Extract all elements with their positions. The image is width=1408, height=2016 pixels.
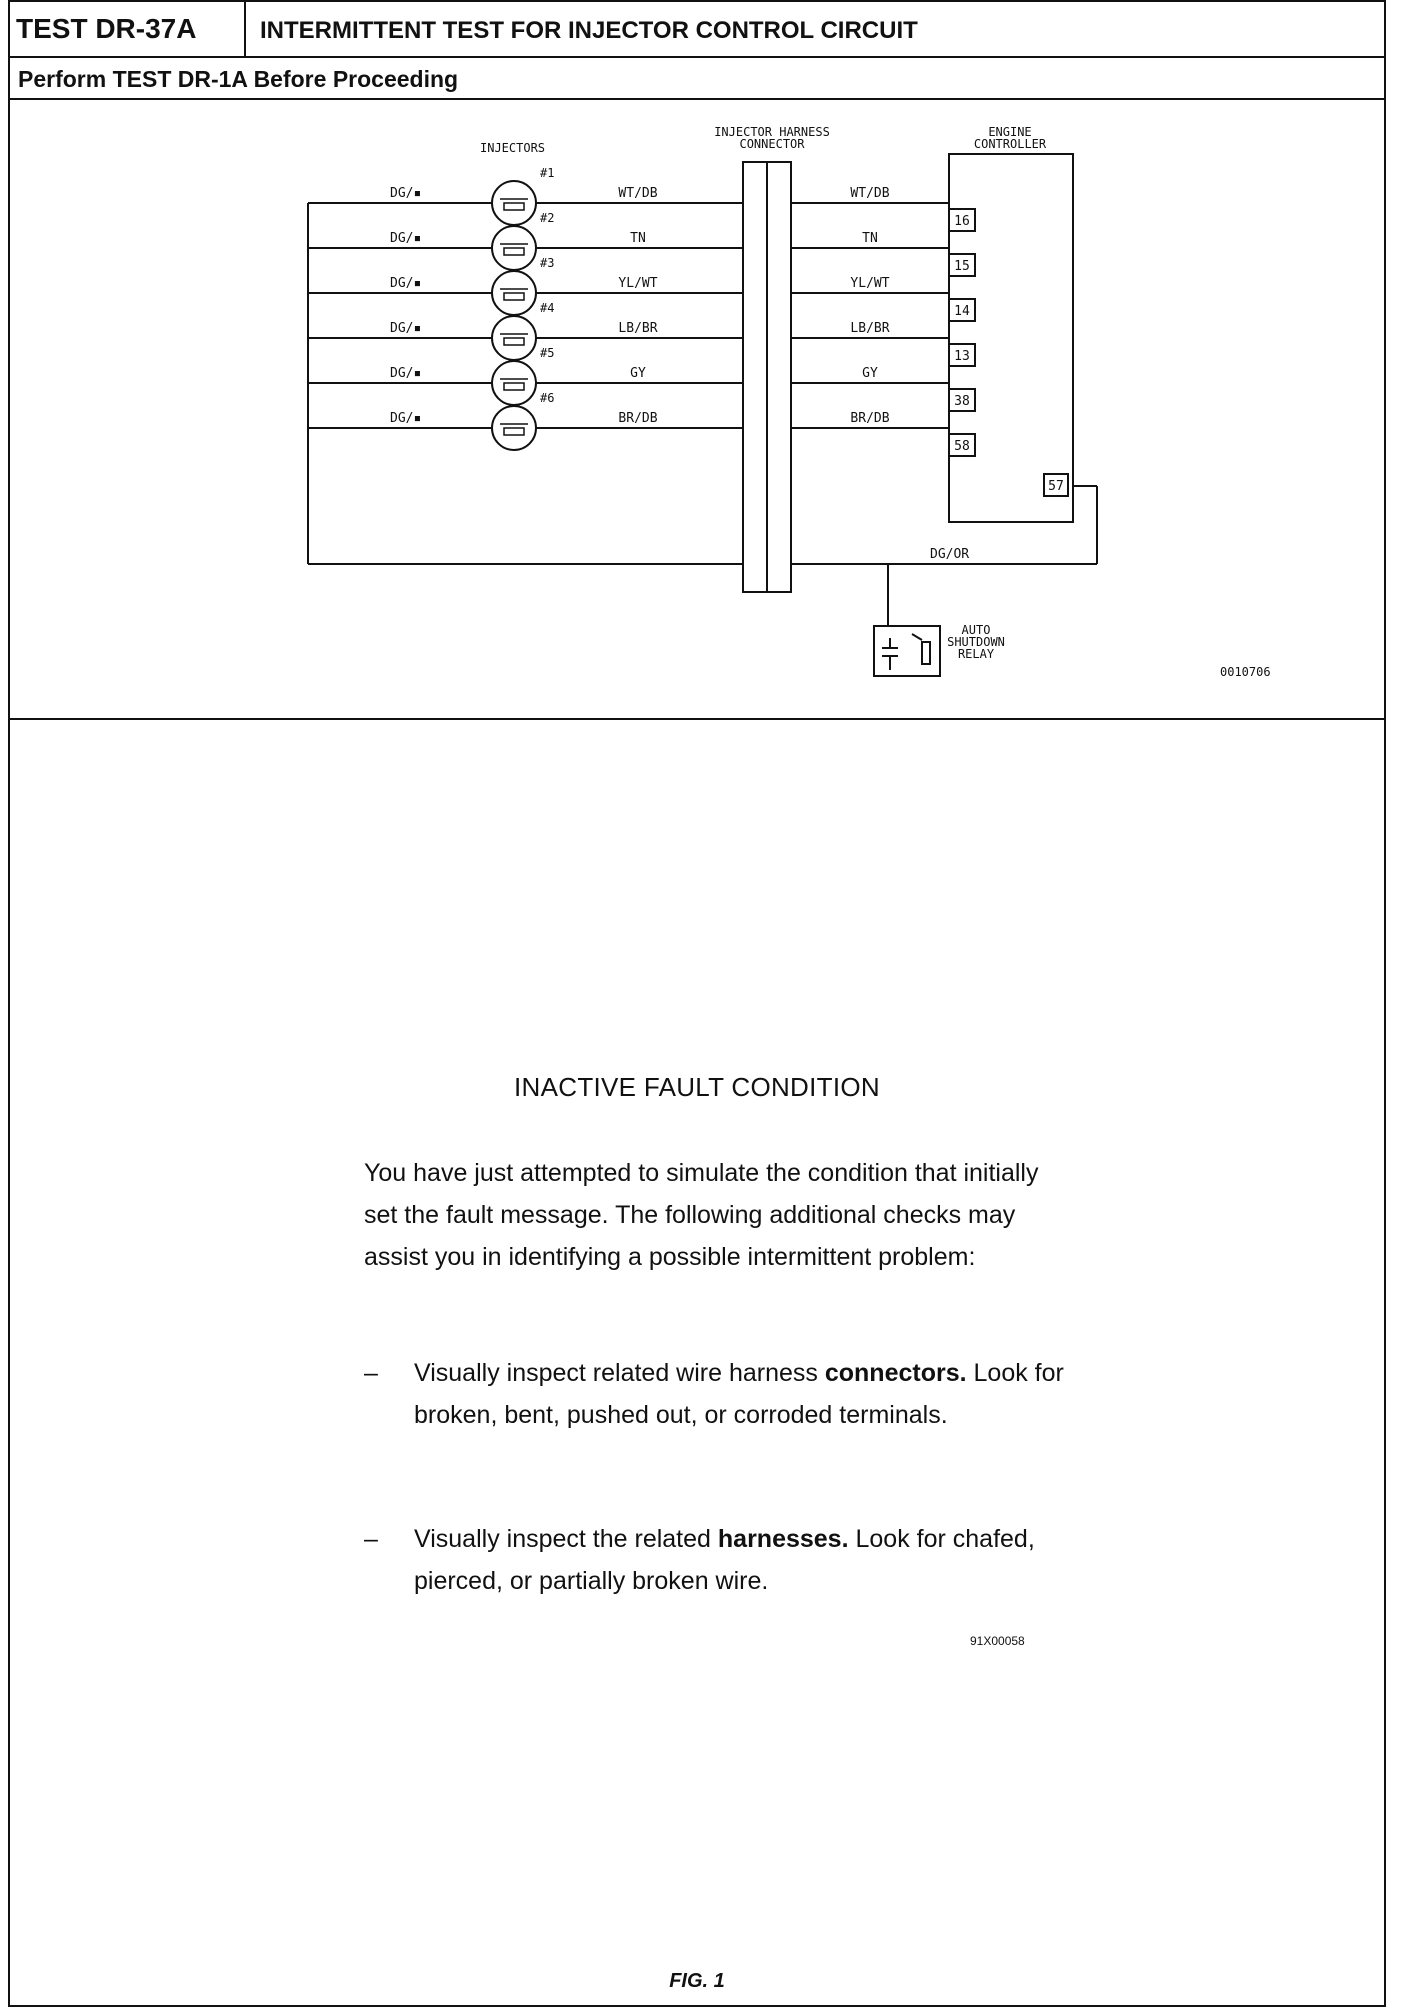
harness-label-line2: CONNECTOR [739, 137, 805, 151]
pin-13: 13 [954, 349, 970, 364]
wire-color-inj-1: WT/DB [618, 186, 658, 201]
test-id: TEST DR-37A [10, 2, 246, 56]
pin-58: 58 [954, 439, 970, 454]
content-ref-code: 91X00058 [970, 1634, 1025, 1648]
wire-color-ctrl-4: LB/BR [850, 321, 890, 336]
harness-label-line1: INJECTOR HARNESS [714, 125, 830, 139]
bullet2-text: Visually inspect the related [414, 1525, 718, 1553]
wiring-diagram-svg [10, 100, 1384, 718]
wire-color-ctrl-3: YL/WT [850, 276, 890, 291]
left-wire-label-4: DG/▪ [390, 321, 422, 336]
wire-color-ctrl-2: TN [862, 231, 878, 246]
pin-16: 16 [954, 214, 970, 229]
test-title: INTERMITTENT TEST FOR INJECTOR CONTROL CIRCUIT [260, 17, 918, 44]
wire-color-inj-6: BR/DB [618, 411, 658, 426]
return-wire-label: DG/OR [930, 547, 970, 562]
fault-condition-section [10, 720, 1384, 2007]
bullet-dash: – [364, 1359, 378, 1387]
wire-color-ctrl-1: WT/DB [850, 186, 890, 201]
bullet-dash: – [364, 1525, 378, 1553]
injectors-label: INJECTORS [480, 141, 546, 155]
left-wire-label-6: DG/▪ [390, 411, 422, 426]
bullet1-text-tail: Look for broken, bent, pushed out, or corroded terminals. [414, 1359, 1064, 1429]
page-frame [8, 0, 1386, 2007]
injector-number-1: #1 [540, 166, 555, 180]
wire-color-inj-3: YL/WT [618, 276, 658, 291]
left-wire-label-1: DG/▪ [390, 186, 422, 201]
controller-label-line1: ENGINE [988, 125, 1032, 139]
prerequisite-note: Perform TEST DR-1A Before Proceeding [10, 58, 1384, 100]
header-bar [10, 2, 1384, 58]
wire-color-inj-5: GY [630, 366, 646, 381]
injector-number-5: #5 [540, 346, 555, 360]
bullet2-text-tail: Look for chafed, pierced, or partially broken wire. [414, 1525, 1035, 1595]
injector-number-3: #3 [540, 256, 555, 270]
wire-color-ctrl-6: BR/DB [850, 411, 890, 426]
condition-title: INACTIVE FAULT CONDITION [514, 1072, 880, 1102]
left-wire-label-2: DG/▪ [390, 231, 422, 246]
injector-number-4: #4 [540, 301, 555, 315]
left-wire-label-5: DG/▪ [390, 366, 422, 381]
pin-57: 57 [1048, 479, 1064, 494]
wire-color-inj-2: TN [630, 231, 646, 246]
relay-label-line1: AUTO [961, 623, 991, 637]
relay-label-line2: SHUTDOWN [947, 635, 1005, 649]
wire-color-inj-4: LB/BR [618, 321, 658, 336]
wire-color-ctrl-5: GY [862, 366, 878, 381]
wiring-diagram [10, 100, 1384, 720]
pin-14: 14 [954, 304, 970, 319]
diagram-ref-code: 0010706 [1220, 665, 1271, 679]
injector-number-2: #2 [540, 211, 555, 225]
pin-38: 38 [954, 394, 970, 409]
bullet1-emphasis: connectors. [824, 1359, 967, 1387]
bullet1-text: Visually inspect related wire harness [414, 1359, 825, 1387]
bullet2-emphasis: harnesses. [717, 1525, 849, 1553]
intro-paragraph: You have just attempted to simulate the condition that initially set the fault message. The following additional checks may assist you in identifying a possible intermittent problem: [364, 1159, 1039, 1271]
injector-number-6: #6 [540, 391, 555, 405]
left-wire-label-3: DG/▪ [390, 276, 422, 291]
figure-label: FIG. 1 [669, 1970, 725, 1992]
relay-label-line3: RELAY [957, 647, 995, 661]
controller-label-line2: CONTROLLER [973, 137, 1047, 151]
pin-15: 15 [954, 259, 970, 274]
